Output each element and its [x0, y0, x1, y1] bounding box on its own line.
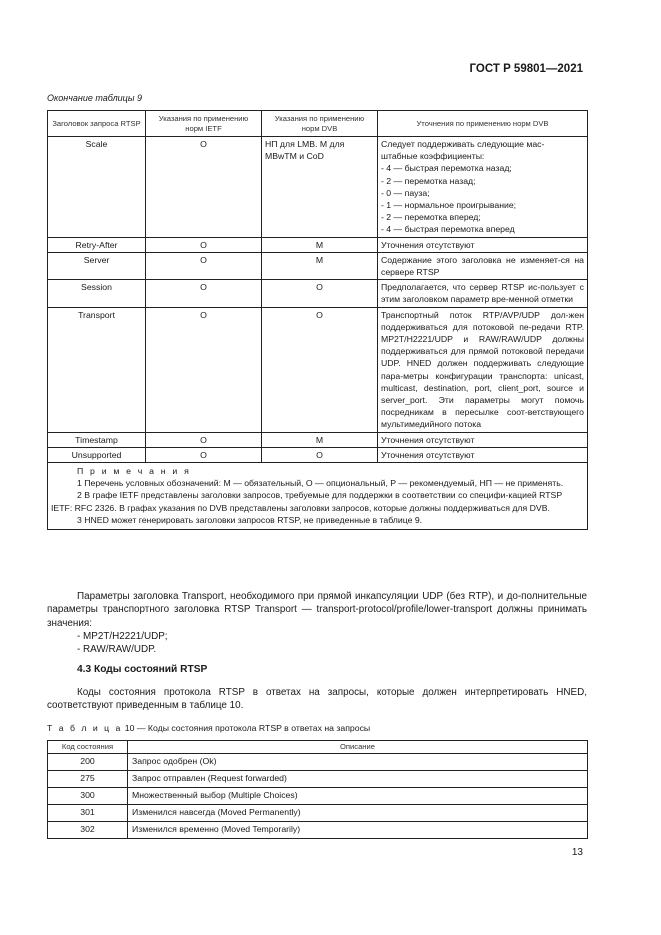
- status-code-cell: 200: [48, 754, 128, 771]
- table-row: [48, 754, 588, 771]
- status-description-cell: Множественный выбор (Multiple Choices): [128, 788, 588, 805]
- footnote-item: 3 HNED может генерировать заголовки запросов RTSP, не приведенные в таблице 9.: [77, 514, 423, 525]
- notes-line: - 2 — перемотка назад;: [381, 175, 476, 186]
- table9-header-cell: Заголовок запроса RTSP: [48, 111, 146, 137]
- ietf-cell: O: [146, 280, 262, 307]
- footnotes-title: П р и м е ч а н и я: [77, 466, 191, 477]
- header-name-cell: Transport: [48, 307, 146, 432]
- notes-line: штабные коэффициенты:: [381, 151, 485, 162]
- dvb-cell: НП для LMB. M для MBwTM и CoD: [262, 137, 378, 238]
- list-item: - MP2T/H2221/UDP;: [77, 630, 168, 642]
- table-row: [48, 805, 588, 822]
- header-name-cell: Session: [48, 280, 146, 307]
- dvb-cell: M: [262, 432, 378, 447]
- table10-caption: [47, 723, 370, 733]
- ietf-cell: O: [146, 252, 262, 279]
- paragraph-text: Коды состояния протокола RTSP в ответах на запросы, которые должен интерпретировать HNED, соответствуют приведенным в таблице 10.: [47, 687, 587, 712]
- table-row: [48, 280, 588, 307]
- notes-line: - 1 — нормальное проигрывание;: [381, 200, 517, 211]
- table-row: [48, 771, 588, 788]
- table-row: [48, 432, 588, 447]
- ietf-cell: O: [146, 137, 262, 238]
- body-paragraph-status-codes: [47, 686, 587, 713]
- table10: [47, 740, 588, 839]
- notes-line: - 0 — пауза;: [381, 187, 430, 198]
- notes-cell: [378, 137, 588, 238]
- table9-continuation-caption: Окончание таблицы 9: [47, 93, 142, 103]
- table9-header-cell: Уточнения по применению норм DVB: [378, 111, 588, 137]
- table9-header-cell: Указания по применению норм IETF: [146, 111, 262, 137]
- notes-cell: Содержание этого заголовка не изменяет-ся на сервере RTSP: [378, 252, 588, 279]
- table10-caption-text: 10 — Коды состояния протокола RTSP в ответах на запросы: [124, 723, 371, 733]
- table-row: [48, 447, 588, 462]
- status-code-cell: 301: [48, 805, 128, 822]
- header-name-cell: Retry-After: [48, 237, 146, 252]
- table10-header-cell: Код состояния: [48, 741, 128, 754]
- status-description-cell: Изменился временно (Moved Temporarily): [128, 822, 588, 839]
- notes-line: - 4 — быстрая перемотка вперед: [381, 224, 515, 235]
- dvb-cell: O: [262, 447, 378, 462]
- status-description-cell: Запрос отправлен (Request forwarded): [128, 771, 588, 788]
- ietf-cell: O: [146, 432, 262, 447]
- dvb-cell: O: [262, 280, 378, 307]
- header-name-cell: Unsupported: [48, 447, 146, 462]
- table9-footnotes-row: [48, 463, 588, 530]
- notes-line: - 2 — перемотка вперед;: [381, 212, 481, 223]
- header-name-cell: Timestamp: [48, 432, 146, 447]
- dvb-cell: M: [262, 252, 378, 279]
- notes-cell: Транспортный поток RTP/AVP/UDP дол-жен поддерживаться для потоковой пе-редачи RTP. MP2T/H2221/UDP и RAW/RAW/UDP должны поддерживаться для прямой потоковой передачи UDP. HNED должен поддерживать следующие пара-метры конфигурации транспорта: unicast, multicast, destination, port, client_port, source и server_port. Эти параметры могут помочь посредникам в пересылке соот-ветствующего мультимедийного потока: [378, 307, 588, 432]
- table9-header-cell: Указания по применению норм DVB: [262, 111, 378, 137]
- ietf-cell: O: [146, 447, 262, 462]
- table-row: [48, 137, 588, 238]
- paragraph-text: Параметры заголовка Transport, необходимого при прямой инкапсуляции UDP (без RTP), и до-полнительные параметры транспортного заголовка RTSP Transport — transport-protocol/profile/lower-transport должны принимать значения:: [47, 591, 587, 629]
- table-row: [48, 307, 588, 432]
- notes-cell: Уточнения отсутствуют: [378, 432, 588, 447]
- notes-cell: Уточнения отсутствуют: [378, 447, 588, 462]
- table-row: [48, 822, 588, 839]
- header-name-cell: Server: [48, 252, 146, 279]
- status-code-cell: 302: [48, 822, 128, 839]
- status-code-cell: 275: [48, 771, 128, 788]
- header-name-cell: Scale: [48, 137, 146, 238]
- footnote-item: 2 В графе IETF представлены заголовки запросов, требуемые для поддержки в соответствии со специфи-кацией RTSP IETF: RFC 2326. В графах указания по DVB представлены заголовки запросов, которые должны поддерживаться для DVB.: [51, 490, 562, 513]
- dvb-cell: O: [262, 307, 378, 432]
- table10-header-row: [48, 741, 588, 754]
- table10-caption-word: Т а б л и ц а: [47, 723, 123, 733]
- table9-footnotes: [48, 463, 588, 530]
- page-number: 13: [571, 847, 583, 858]
- footnote-item: 1 Перечень условных обозначений: M — обязательный, O — опциональный, P — рекомендуемый, НП — не применять.: [77, 478, 564, 489]
- ietf-cell: O: [146, 237, 262, 252]
- dvb-cell: M: [262, 237, 378, 252]
- status-code-cell: 300: [48, 788, 128, 805]
- body-paragraph-transport: [47, 590, 587, 656]
- table-row: [48, 788, 588, 805]
- notes-line: Следует поддерживать следующие мас-: [381, 139, 545, 149]
- table-row: [48, 252, 588, 279]
- table9: [47, 110, 588, 530]
- document-code: ГОСТ Р 59801—2021: [469, 63, 583, 75]
- notes-cell: Предполагается, что сервер RTSP ис-пользует с этим заголовком параметр вре-менной отметки: [378, 280, 588, 307]
- notes-line: - 4 — быстрая перемотка назад;: [381, 163, 512, 174]
- status-description-cell: Изменился навсегда (Moved Permanently): [128, 805, 588, 822]
- ietf-cell: O: [146, 307, 262, 432]
- table10-header-cell: Описание: [128, 741, 588, 754]
- table9-header-row: [48, 111, 588, 137]
- notes-cell: Уточнения отсутствуют: [378, 237, 588, 252]
- list-item: - RAW/RAW/UDP.: [77, 644, 157, 656]
- status-description-cell: Запрос одобрен (Ok): [128, 754, 588, 771]
- table-row: [48, 237, 588, 252]
- section-title: 4.3 Коды состояний RTSP: [77, 664, 208, 675]
